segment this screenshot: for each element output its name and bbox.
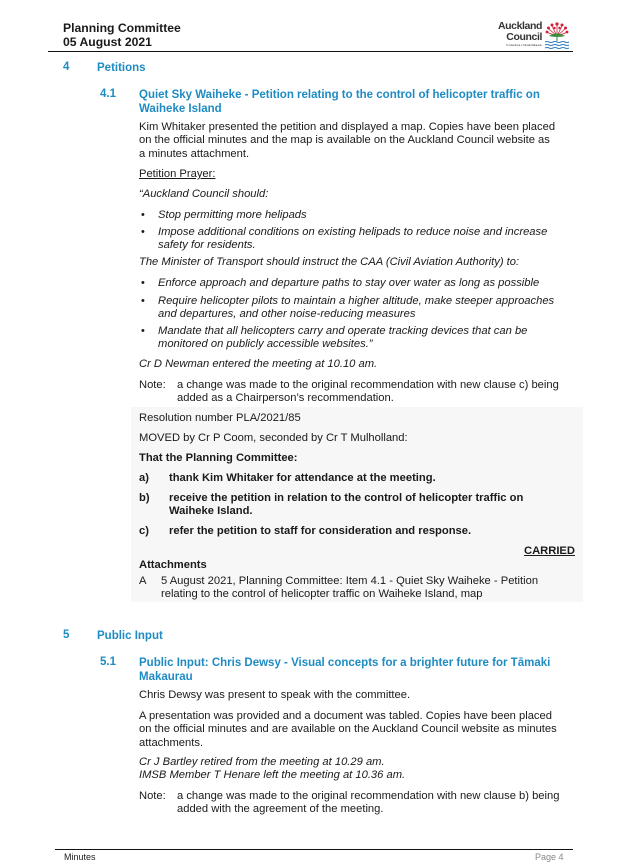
page-number: Page 4 xyxy=(535,852,564,862)
clause-letter: c) xyxy=(139,525,149,537)
text-line: A presentation was provided and a document was tabled. Copies have been placed xyxy=(139,710,552,722)
bullet-icon: • xyxy=(141,295,145,307)
attendance-note: Cr D Newman entered the meeting at 10.10 am. xyxy=(139,358,378,370)
clause-text xyxy=(169,492,579,519)
bullet-icon: • xyxy=(141,226,145,238)
text-line: relating to the control of helicopter traffic on Waiheke Island, map xyxy=(161,588,483,601)
attendance-notes xyxy=(139,756,589,783)
carried-status: CARRIED xyxy=(524,545,575,557)
committee-name: Planning Committee xyxy=(63,21,181,35)
presentation-paragraph xyxy=(139,710,589,750)
clause-text: refer the petition to staff for consideration and response. xyxy=(169,525,472,537)
item-4-1-number: 4.1 xyxy=(100,88,116,100)
auckland-council-logo xyxy=(485,22,571,52)
item-title-line: Makaurau xyxy=(139,671,193,683)
item-title-line: Waiheke Island xyxy=(139,103,222,115)
text-line: Mandate that all helicopters carry and operate tracking devices that can be xyxy=(158,325,528,337)
minister-bullet: Enforce approach and departure paths to stay over water as long as possible xyxy=(158,277,540,289)
logo-tagline: Te Kaunihera o Tāmaki Makaurau xyxy=(506,44,542,47)
moved-line: MOVED by Cr P Coom, seconded by Cr T Mulholland: xyxy=(139,432,408,444)
text-line: 5 August 2021, Planning Committee: Item 4.1 - Quiet Sky Waiheke - Petition xyxy=(161,575,539,587)
text-line: on the official minutes and are available on the Auckland Council website as minutes xyxy=(139,723,557,736)
item-title-line: Quiet Sky Waiheke - Petition relating to the control of helicopter traffic on xyxy=(139,89,540,101)
text-line: a change was made to the original recommendation with new clause b) being xyxy=(177,790,560,802)
text-line: receive the petition in relation to the control of helicopter traffic on xyxy=(169,492,524,504)
bullet-icon: • xyxy=(141,325,145,337)
resolution-lead: That the Planning Committee: xyxy=(139,452,298,464)
council-bullet xyxy=(158,226,598,253)
text-line: monitored on publicly accessible websites.” xyxy=(158,338,373,351)
note-text xyxy=(177,379,597,406)
section-5-number: 5 xyxy=(63,629,70,641)
resolution-number: Resolution number PLA/2021/85 xyxy=(139,412,301,424)
attachment-letter: A xyxy=(139,575,147,587)
item-title-line: Public Input: Chris Dewsy - Visual concepts for a brighter future for Tāmaki xyxy=(139,657,551,669)
minister-bullet xyxy=(158,325,598,352)
minister-bullet xyxy=(158,295,598,322)
council-bullet: Stop permitting more helipads xyxy=(158,209,307,221)
logo-wordmark xyxy=(498,22,542,42)
clause-letter: b) xyxy=(139,492,150,504)
note-label: Note: xyxy=(139,379,166,391)
bullet-icon: • xyxy=(141,277,145,289)
attachment-link[interactable] xyxy=(161,575,581,602)
text-line: IMSB Member T Henare left the meeting at 10.36 am. xyxy=(139,769,406,782)
text-line: on the official minutes and the map is available on the Auckland Council website as xyxy=(139,134,550,147)
item-4-1-title xyxy=(139,88,599,116)
item-5-1-title xyxy=(139,656,599,684)
pohutukawa-flower-icon xyxy=(543,20,571,50)
text-line: added as a Chairperson’s recommendation. xyxy=(177,392,394,405)
section-5-title: Public Input xyxy=(97,630,163,642)
bullet-icon: • xyxy=(141,209,145,221)
header-divider xyxy=(48,51,573,52)
text-line: Kim Whitaker presented the petition and displayed a map. Copies have been placed xyxy=(139,121,556,133)
text-line: Waiheke Island. xyxy=(169,505,253,518)
text-line: Cr J Bartley retired from the meeting at 10.29 am. xyxy=(139,756,385,768)
presence-paragraph: Chris Dewsy was present to speak with the committee. xyxy=(139,689,411,701)
text-line: safety for residents. xyxy=(158,239,256,252)
minister-line: The Minister of Transport should instruct the CAA (Civil Aviation Authority) to: xyxy=(139,256,520,268)
section-4-number: 4 xyxy=(63,61,70,73)
clause-letter: a) xyxy=(139,472,149,484)
item-5-1-number: 5.1 xyxy=(100,656,116,668)
note-label: Note: xyxy=(139,790,166,802)
text-line: Require helicopter pilots to maintain a higher altitude, make steeper approaches xyxy=(158,295,555,307)
footer-document-type: Minutes xyxy=(64,852,96,862)
meeting-date: 05 August 2021 xyxy=(63,35,152,49)
petition-prayer-label: Petition Prayer: xyxy=(139,168,216,180)
text-line: Impose additional conditions on existing helipads to reduce noise and increase xyxy=(158,226,548,238)
petition-intro xyxy=(139,121,589,161)
clause-text: thank Kim Whitaker for attendance at the meeting. xyxy=(169,472,436,484)
footer-divider xyxy=(55,849,573,850)
section-4-title: Petitions xyxy=(97,62,146,74)
text-line: and departures, and other noise-reducing measures xyxy=(158,308,416,321)
text-line: a change was made to the original recommendation with new clause c) being xyxy=(177,379,559,391)
logo-line2: Council xyxy=(506,30,542,43)
council-should-line: “Auckland Council should: xyxy=(139,188,269,200)
note-text xyxy=(177,790,597,817)
attachments-heading: Attachments xyxy=(139,559,207,571)
text-line: attachments. xyxy=(139,736,204,749)
logo-line1: Auckland xyxy=(497,20,542,32)
page-header xyxy=(63,21,181,49)
text-line: a minutes attachment. xyxy=(139,147,250,160)
text-line: added with the agreement of the meeting. xyxy=(177,803,384,816)
